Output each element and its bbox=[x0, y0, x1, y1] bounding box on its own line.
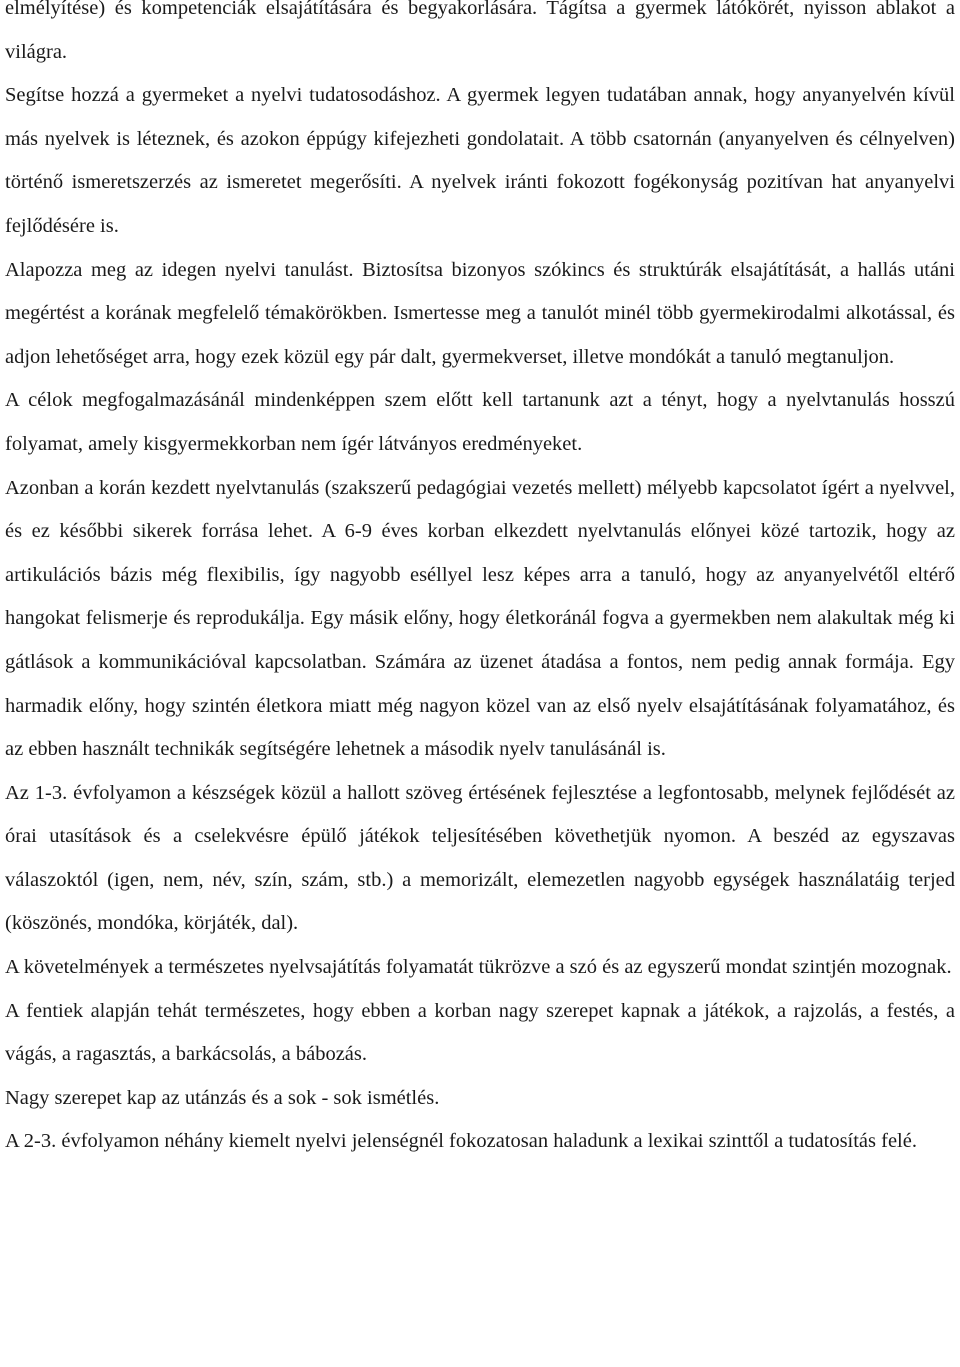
paragraph-7: A követelmények a természetes nyelvsajátítás folyamatát tükrözve a szó és az egyszerű mondat szintjén mozognak. bbox=[5, 956, 952, 979]
paragraph-9: Nagy szerepet kap az utánzás és a sok - sok ismétlés. bbox=[5, 1086, 440, 1109]
paragraph-6: Az 1-3. évfolyamon a készségek közül a hallott szöveg értésének fejlesztése a legfontosabb, melynek fejlődését az órai utasítások és a cselekvésre épülő játékok teljesítésében követhetjük nyomon. A beszéd az egyszavas válaszoktól (igen, nem, név, szín, szám, stb.) a memorizált, elemezetlen nagyobb egységek használatáig terjed (köszönés, mondóka, körjáték, dal). bbox=[5, 781, 955, 935]
paragraph-2: Segítse hozzá a gyermeket a nyelvi tudatosodáshoz. A gyermek legyen tudatában annak, hogy anyanyelvén kívül más nyelvek is léteznek, és azokon éppúgy kifejezheti gondolatait. A több csatornán (anyanyelven és célnyelven) történő ismeretszerzés az ismeretet megerősíti. A nyelvek iránti fokozott fogékonyság pozitívan hat anyanyelvi fejlődésére is. bbox=[5, 84, 955, 237]
paragraph-10: A 2-3. évfolyamon néhány kiemelt nyelvi jelenségnél fokozatosan haladunk a lexikai szinttől a tudatosítás felé. bbox=[5, 1130, 917, 1153]
paragraph-8: A fentiek alapján tehát természetes, hogy ebben a korban nagy szerepet kapnak a játékok, a rajzolás, a festés, a vágás, a ragasztás, a barkácsolás, a bábozás. bbox=[5, 999, 955, 1066]
paragraph-4: A célok megfogalmazásánál mindenképpen szem előtt kell tartanunk azt a tényt, hogy a nyelvtanulás hosszú folyamat, amely kisgyermekkorban nem ígér látványos eredményeket. bbox=[5, 389, 955, 455]
paragraph-3: Alapozza meg az idegen nyelvi tanulást. Biztosítsa bizonyos szókincs és struktúrák elsajátítását, a hallás utáni megértést a korának megfelelő témakörökben. Ismertesse meg a tanulót minél több gyermekirodalmi alkotással, és adjon lehetőséget arra, hogy ezek közül egy pár dalt, gyermekverset, illetve mondókát a tanuló megtanuljon. bbox=[5, 258, 955, 368]
paragraph-5: Azonban a korán kezdett nyelvtanulás (szakszerű pedagógiai vezetés mellett) mélyebb kapcsolatot ígért a nyelvvel, és ez későbbi sikerek forrása lehet. A 6-9 éves korban elkezdett nyelvtanulás előnyei közé tartozik, hogy az artikulációs bázis még flexibilis, így nagyobb eséllyel lesz képes arra a tanuló, hogy az anyanyelvétől eltérő hangokat felismerje és reprodukálja. Egy másik előny, hogy életkoránál fogva a gyermekben nem alakultak még ki gátlások a kommunikációval kapcsolatban. Számára az üzenet átadása a fontos, nem pedig annak formája. Egy harmadik előny, hogy szintén életkora miatt még nagyon közel van az első nyelv elsajátításának folyamatához, és az ebben használt technikák segítségére lehetnek a második nyelv tanulásánál is. bbox=[5, 476, 955, 761]
document-page bbox=[5, 0, 955, 1164]
paragraph-1: elmélyítése) és kompetenciák elsajátítására és begyakorlására. Tágítsa a gyermek látókörét, nyisson ablakot a világra. bbox=[5, 0, 955, 63]
